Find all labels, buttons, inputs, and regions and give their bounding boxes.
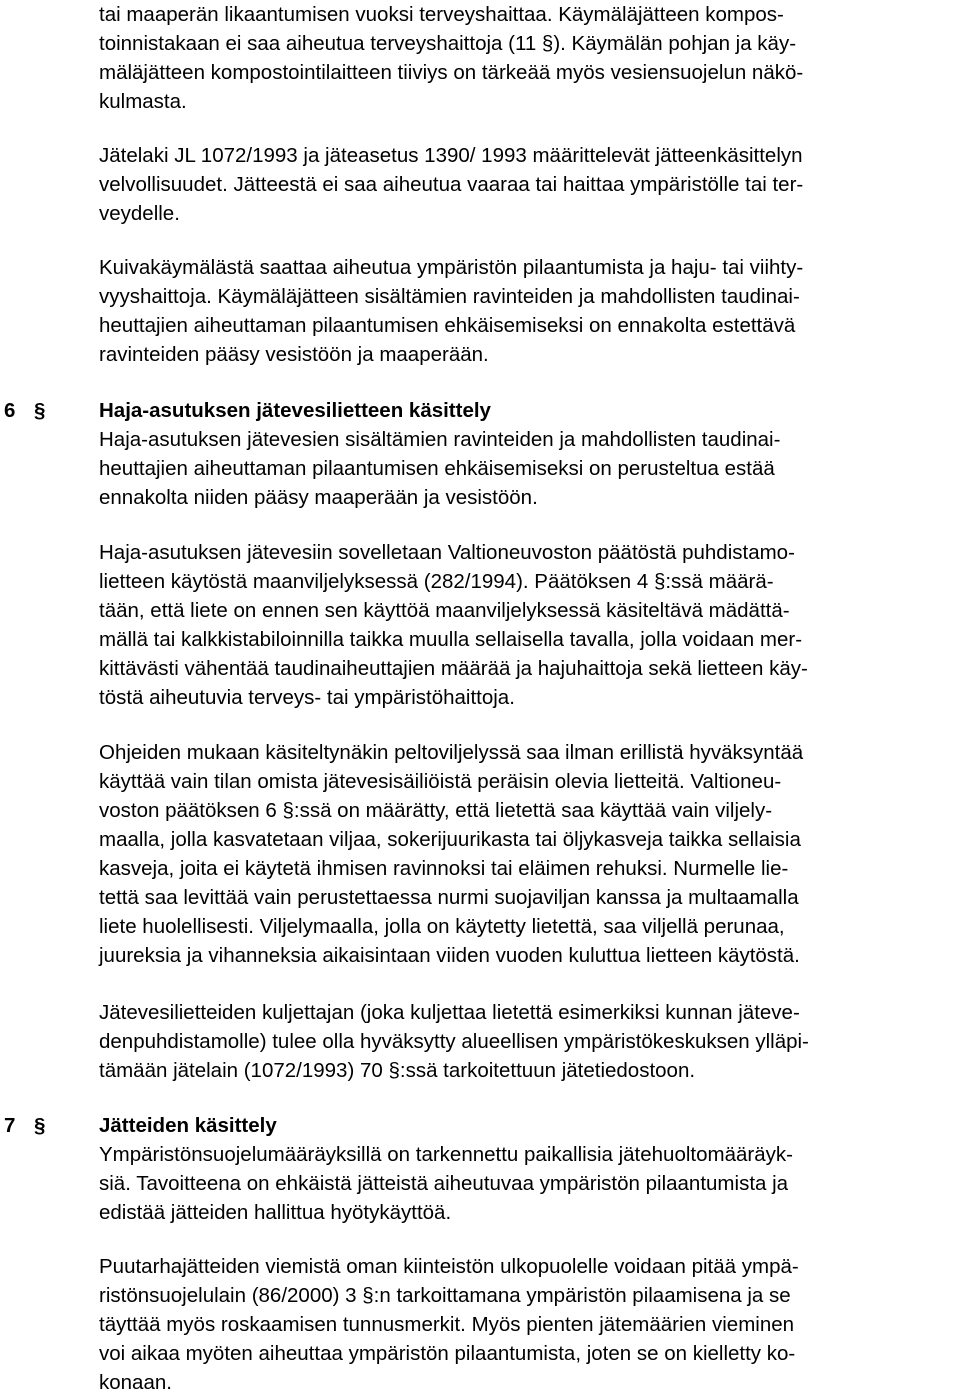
text-line: denpuhdistamolle) tulee olla hyväksytty alueellisen ympäristökeskuksen ylläpi- [99, 1030, 809, 1053]
text-line: tai maaperän likaantumisen vuoksi terveyshaittaa. Käymäläjätteen kompos- [99, 3, 784, 26]
text-line: tämään jätelain (1072/1993) 70 §:ssä tarkoitettuun jätetiedostoon. [99, 1059, 696, 1082]
text-line: täyttää myös roskaamisen tunnusmerkit. Myös pienten jätemäärien vieminen [99, 1313, 795, 1336]
text-line: maalla, jolla kasvatetaan viljaa, sokerijuurikasta tai öljykasveja taikka sellaisia [99, 828, 801, 851]
text-line: kittävästi vähentää taudinaiheuttajien määrää ja hajuhaittoja sekä lietteen käy- [99, 657, 808, 680]
section-symbol: § [34, 399, 46, 422]
paragraph-puutarhajatteet [99, 1252, 959, 1397]
paragraph-ohjeet [99, 738, 959, 970]
text-line: mäläjätteen kompostointilaitteen tiiviys on tärkeää myös vesiensuojelun näkö- [99, 61, 804, 84]
text-line: edistää jätteiden hallittua hyötykäyttöä. [99, 1201, 452, 1224]
section-title: Jätteiden käsittely [99, 1114, 277, 1137]
text-line: ennakolta niiden pääsy maaperään ja vesistöön. [99, 486, 538, 509]
section-symbol: § [34, 1114, 46, 1137]
text-line: veydelle. [99, 202, 180, 225]
paragraph-kuivakaymala [99, 253, 959, 369]
section-heading-6 [0, 396, 960, 425]
text-line: käyttää vain tilan omista jätevesisäiliöistä peräisin olevia lietteitä. Valtioneu- [99, 770, 782, 793]
section-heading-7 [0, 1111, 960, 1140]
text-line: velvollisuudet. Jätteestä ei saa aiheutua vaaraa tai haittaa ympäristölle tai ter- [99, 173, 804, 196]
paragraph-ymparistomaaraykset [99, 1140, 959, 1227]
text-line: Haja-asutuksen jätevesien sisältämien ravinteiden ja mahdollisten taudinai- [99, 428, 781, 451]
section-number: 7 [4, 1114, 16, 1137]
text-line: Haja-asutuksen jätevesiin sovelletaan Valtioneuvoston päätöstä puhdistamo- [99, 541, 795, 564]
paragraph-kompostointi [99, 0, 959, 116]
text-line: Jätevesilietteiden kuljettajan (joka kuljettaa lietettä esimerkiksi kunnan jäteve- [99, 1001, 800, 1024]
text-line: voston päätöksen 6 §:ssä on määrätty, että lietettä saa käyttää vain viljely- [99, 799, 773, 822]
text-line: Jätelaki JL 1072/1993 ja jäteasetus 1390/ 1993 määrittelevät jätteenkäsittelyn [99, 144, 803, 167]
text-line: heuttajien aiheuttaman pilaantumisen ehkäisemiseksi on ennakolta estettävä [99, 314, 796, 337]
text-line: tettä saa levittää vain perustettaessa nurmi suojaviljan kanssa ja multaamalla [99, 886, 799, 909]
text-line: vyyshaittoja. Käymäläjätteen sisältämien ravinteiden ja mahdollisten taudinai- [99, 285, 800, 308]
text-line: Puutarhajätteiden viemistä oman kiinteistön ulkopuolelle voidaan pitää ympä- [99, 1255, 799, 1278]
text-line: Ympäristönsuojelumääräyksillä on tarkennettu paikallisia jätehuoltomääräyk- [99, 1143, 793, 1166]
text-line: kasveja, joita ei käytetä ihmisen ravinnoksi tai eläimen rehuksi. Nurmelle lie- [99, 857, 789, 880]
section-title: Haja-asutuksen jätevesilietteen käsittely [99, 399, 491, 422]
paragraph-valtioneuvosto [99, 538, 959, 712]
text-line: ravinteiden pääsy vesistöön ja maaperään. [99, 343, 489, 366]
text-line: siä. Tavoitteena on ehkäistä jätteistä aiheutuvaa ympäristön pilaantumista ja [99, 1172, 789, 1195]
text-line: Ohjeiden mukaan käsiteltynäkin peltoviljelyssä saa ilman erillistä hyväksyntää [99, 741, 804, 764]
text-line: lietteen käytöstä maanviljelyksessä (282/1994). Päätöksen 4 §:ssä määrä- [99, 570, 774, 593]
text-line: töstä aiheutuvia terveys- tai ympäristöhaittoja. [99, 686, 515, 709]
text-line: kulmasta. [99, 90, 187, 113]
text-line: liete huolellisesti. Viljelymaalla, jolla on käytetty lietettä, saa viljellä perunaa, [99, 915, 785, 938]
text-line: mällä tai kalkkistabiloinnilla taikka muulla sellaisella tavalla, jolla voidaan mer- [99, 628, 803, 651]
text-line: konaan. [99, 1371, 172, 1394]
section-number: 6 [4, 399, 16, 422]
text-line: heuttajien aiheuttaman pilaantumisen ehkäisemiseksi on perusteltua estää [99, 457, 775, 480]
paragraph-jatelaki [99, 141, 959, 228]
paragraph-kuljettaja [99, 998, 959, 1085]
text-line: ristönsuojelulain (86/2000) 3 §:n tarkoittamana ympäristön pilaamisena ja se [99, 1284, 791, 1307]
text-line: tään, että liete on ennen sen käyttöä maanviljelyksessä käsiteltävä mädättä- [99, 599, 790, 622]
text-line: voi aikaa myöten aiheuttaa ympäristön pilaantumista, joten se on kielletty ko- [99, 1342, 796, 1365]
paragraph-haja-asutus-intro [99, 425, 959, 512]
text-line: toinnistakaan ei saa aiheutua terveyshaittoja (11 §). Käymälän pohjan ja käy- [99, 32, 797, 55]
text-line: Kuivakäymälästä saattaa aiheutua ympäristön pilaantumista ja haju- tai viihty- [99, 256, 804, 279]
text-line: juureksia ja vihanneksia aikaisintaan viiden vuoden kuluttua lietteen käytöstä. [99, 944, 800, 967]
